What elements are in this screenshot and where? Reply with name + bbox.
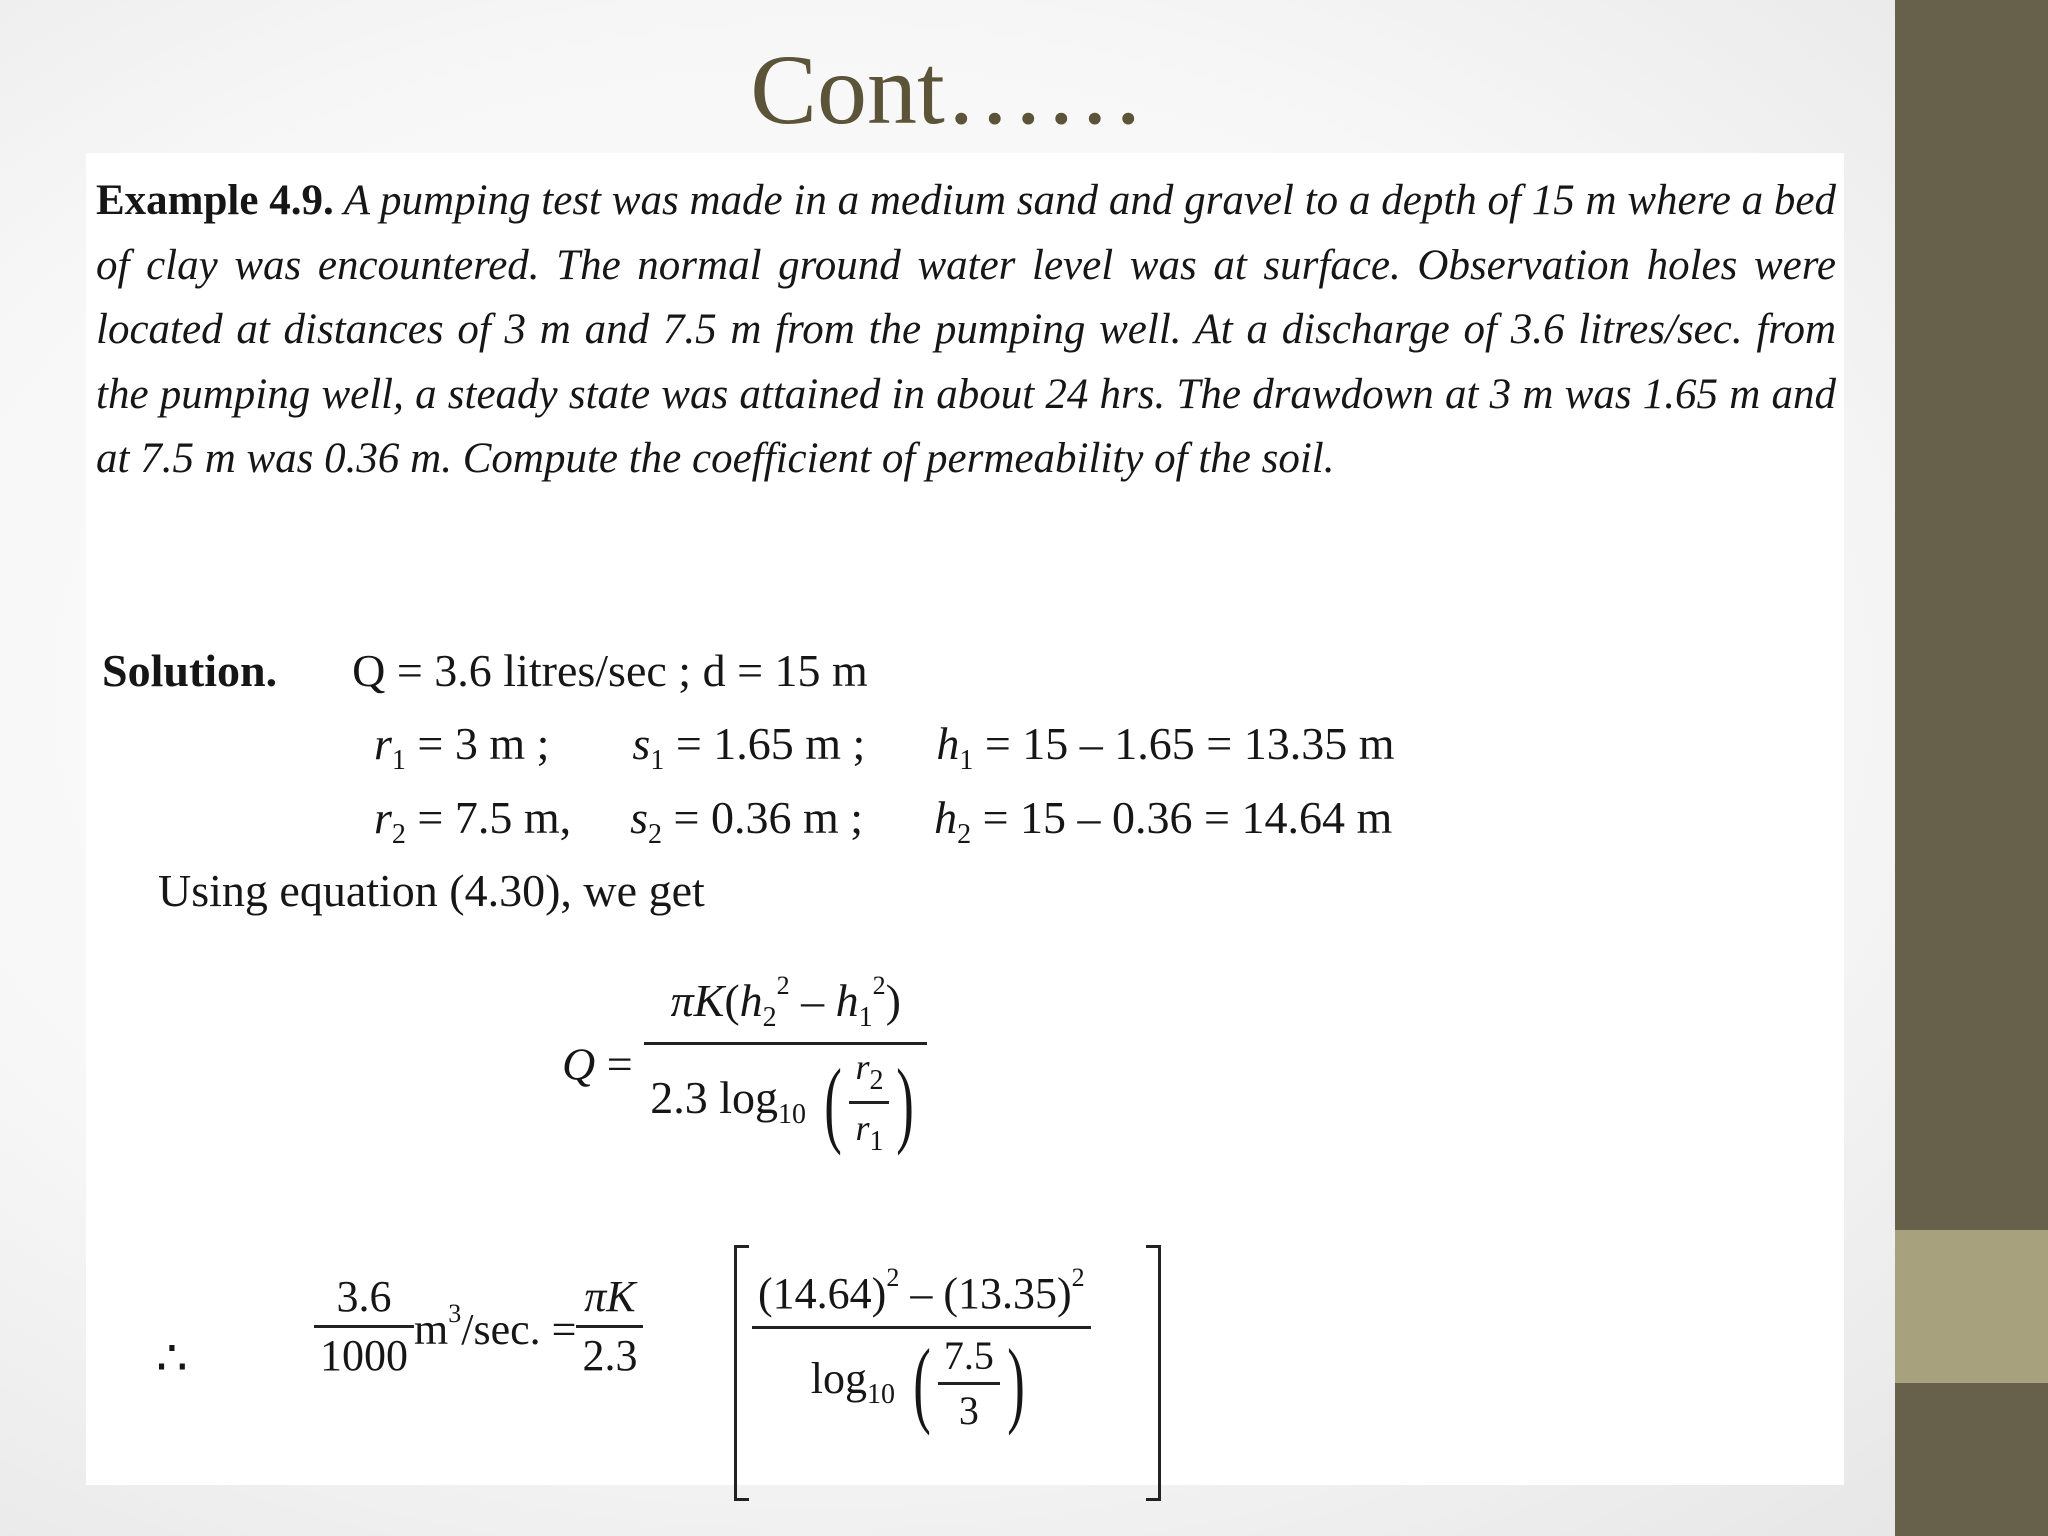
right-bracket	[1146, 1245, 1161, 1501]
example-text: A pumping test was made in a medium sand and gravel to a depth of 15 m where a bed of clay was encountered. The normal ground water level was at surface. Observation holes were located at distances of 3 m and 7.5 m from the pumping well. At a discharge of 3.6 litres/sec. from the pumping well, a steady state was attained in about 24 hrs. The drawdown at 3 m was 1.65 m and at 7.5 m was 0.36 m. Compute the coefficient of permeability of the soil.	[96, 177, 1837, 482]
discharge-fraction: $\frac{3.6}{1000}$	[314, 1275, 414, 1378]
solution-given: Q = 3.6 litres/sec ; d = 15 m	[352, 645, 868, 696]
slide-title: Cont……	[750, 34, 1145, 145]
solution-label: Solution.	[102, 645, 278, 696]
side-accent-block	[1895, 1230, 2048, 1383]
substituted-equation: $\frac{3.6}{1000}$ $m^3/\sec$. = $\frac{\pi K}{2.3}$	[314, 1275, 643, 1378]
document-image	[86, 153, 1844, 1485]
bracket-fraction: $(14.64)^2 - (13.35)^2$ $\log_{10}$ ( $\frac{7.5}{3}$ )	[752, 1265, 1091, 1431]
example-paragraph	[96, 169, 1836, 492]
solution-line-2: $r_1 = 3$ m ; $s_1 = 1.65$ m ; $h_1 = 15 - 1.65 = 13.35$ m	[374, 718, 1395, 776]
h2-value: 15 – 0.36 = 14.64 m	[1020, 792, 1393, 843]
r2-value: 7.5 m,	[454, 792, 572, 843]
using-equation-line: Using equation (4.30), we get	[158, 865, 705, 916]
h1-value: 15 – 1.65 = 13.35 m	[1022, 718, 1395, 769]
pik-fraction: $\frac{\pi K}{2.3}$	[576, 1275, 643, 1378]
darcy-equation: Q = $\pi K(h_2^2 - h_1^2)$ 2.3 $\log_{10}$ ( $\frac{r_2}{r_1}$ )	[562, 973, 927, 1156]
example-label: Example 4.9.	[96, 177, 334, 224]
log-coefficient: 2.3 log	[650, 1072, 778, 1124]
therefore-symbol: ∴	[156, 1330, 188, 1386]
solution-line-3: $r_2 = 7.5$ m, $s_2 = 0.36$ m ; $h_2 = 15 - 0.36 = 14.64$ m	[374, 792, 1393, 850]
r1-value: 3 m ;	[454, 718, 550, 769]
solution-line-1	[102, 645, 868, 696]
equation-fraction: $\pi K(h_2^2 - h_1^2)$ 2.3 $\log_{10}$ ( $\frac{r_2}{r_1}$ )	[644, 973, 927, 1156]
s2-value: 0.36 m ;	[711, 792, 864, 843]
s1-value: 1.65 m ;	[713, 718, 866, 769]
left-bracket	[734, 1245, 749, 1501]
